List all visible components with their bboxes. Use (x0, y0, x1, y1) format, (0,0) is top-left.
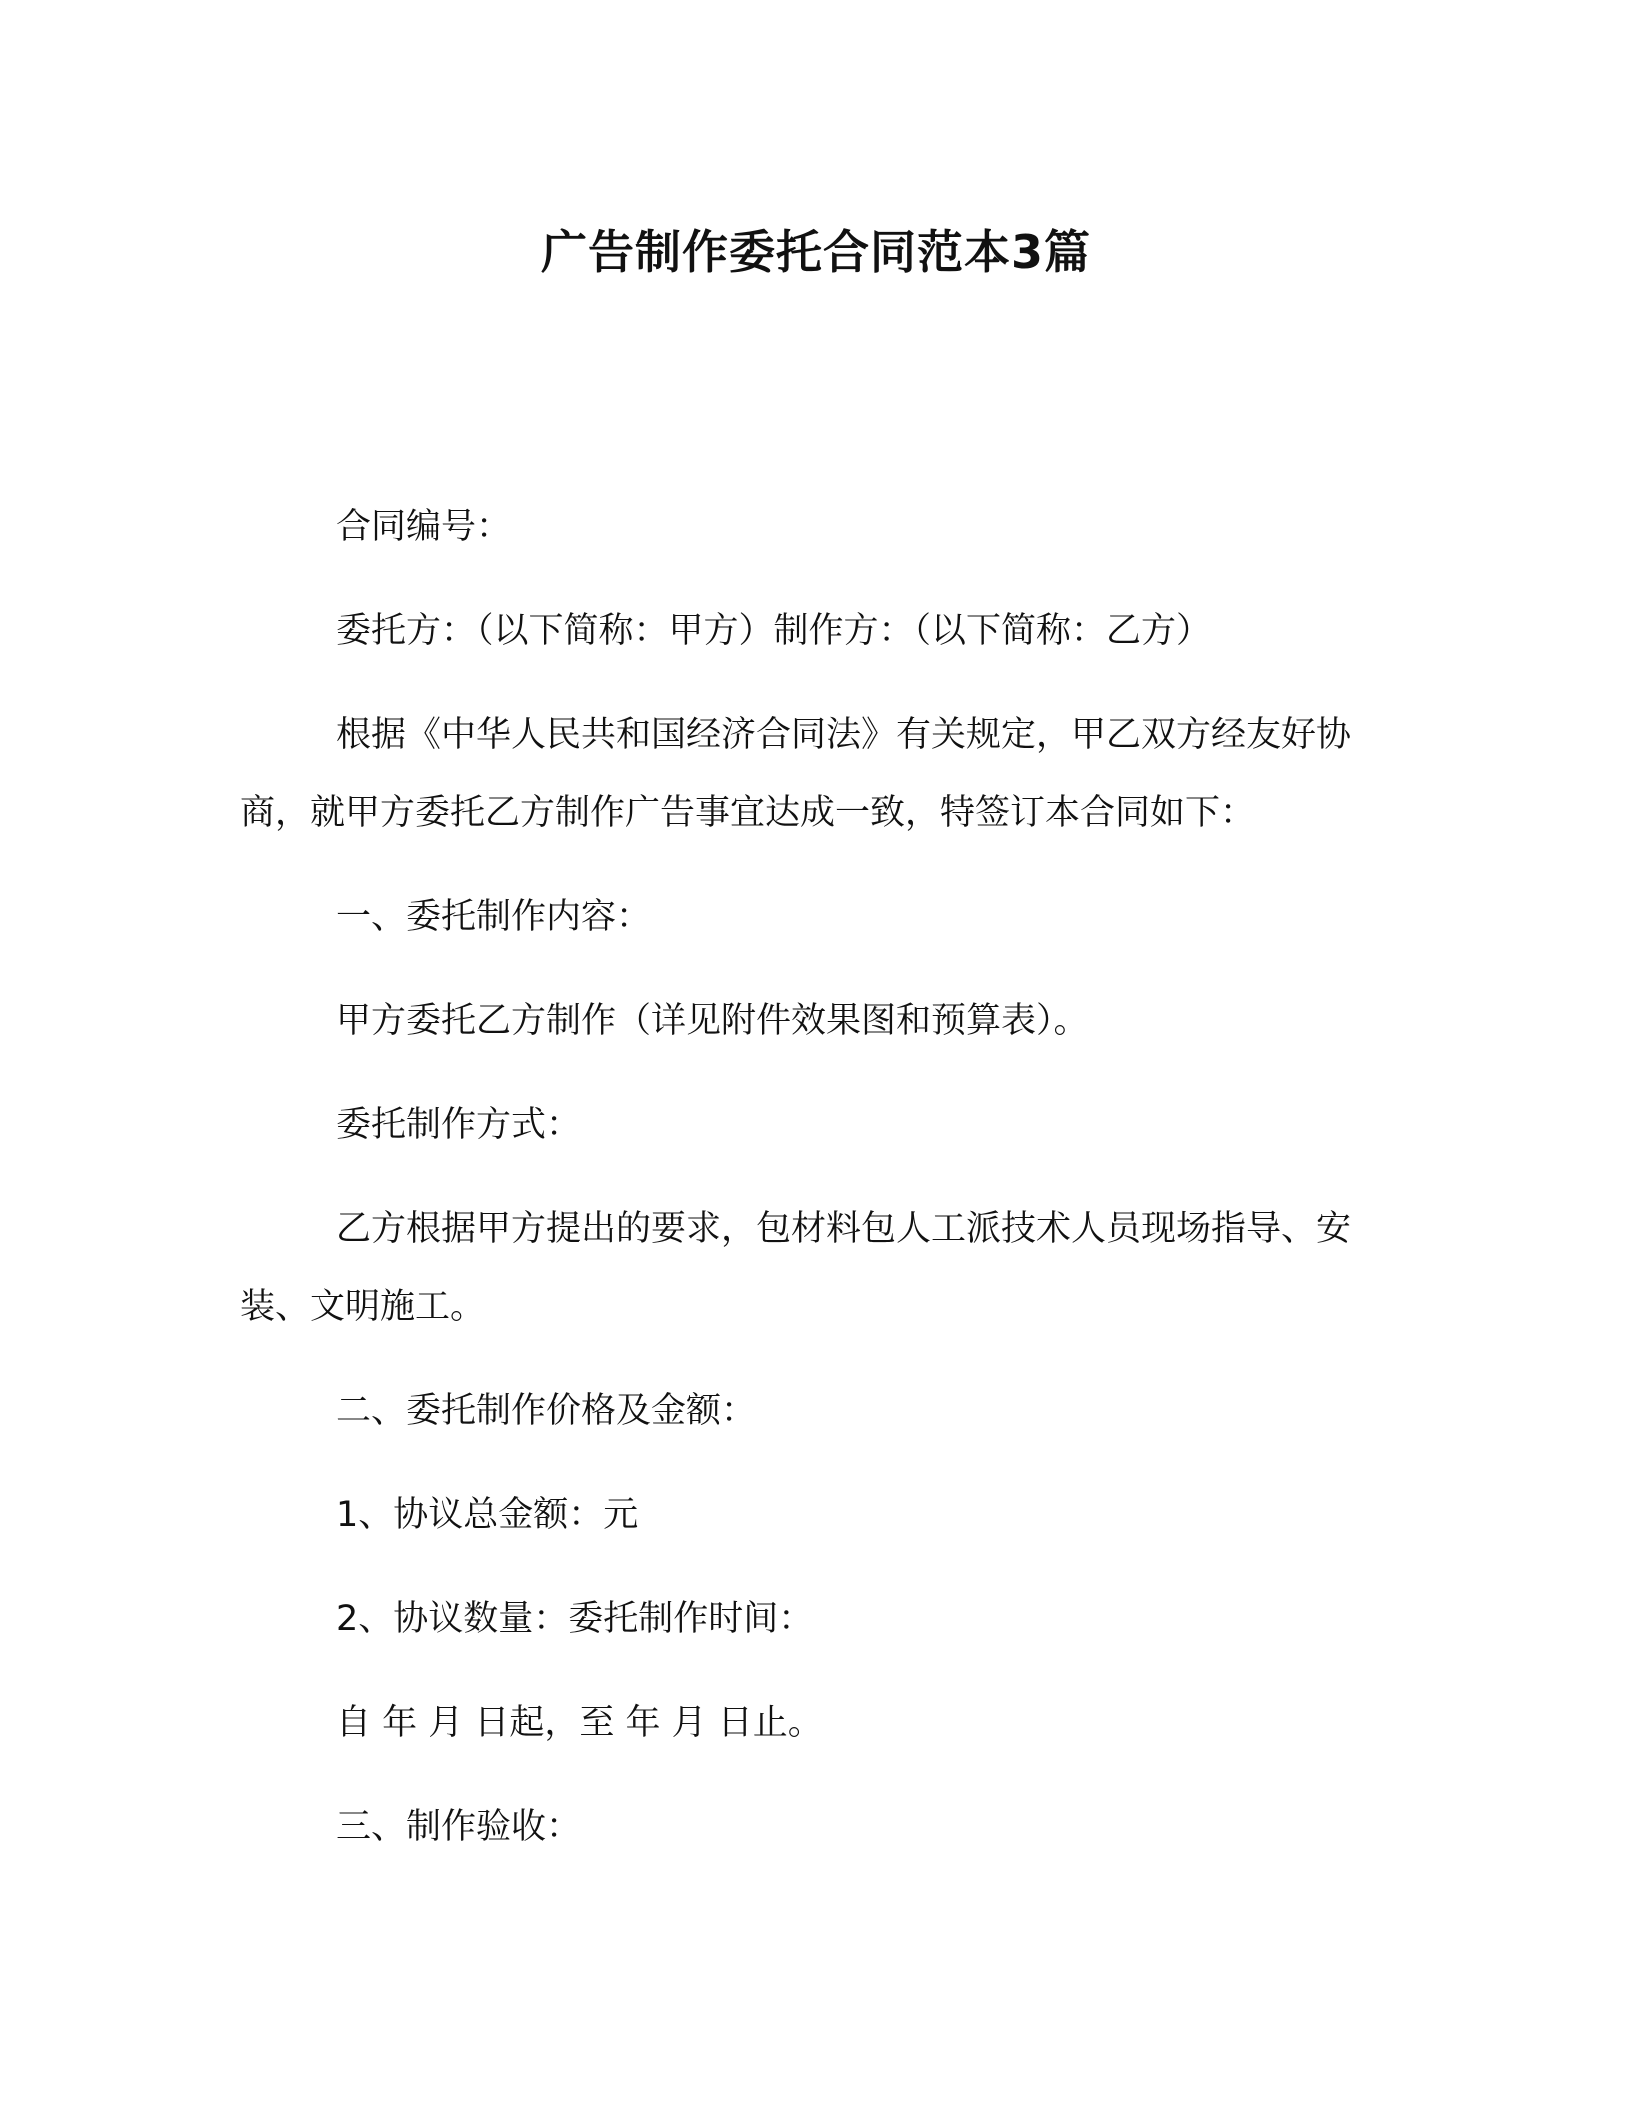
document-title: 广告制作委托合同范本3篇 (540, 225, 1091, 279)
parties-line: 委托方：（以下简称：甲方）制作方：（以下简称：乙方） (336, 611, 1212, 651)
method-heading: 委托制作方式： (336, 1105, 582, 1145)
method-paragraph: 乙方根据甲方提出的要求，包材料包人工派技术人员现场指导、安装、文明施工。 (240, 1209, 1352, 1327)
date-range-line: 自 年 月 日起，至 年 月 日止。 (336, 1703, 823, 1743)
contract-number-line: 合同编号： (336, 507, 512, 547)
quantity-time-line: 2、协议数量：委托制作时间： (336, 1599, 814, 1639)
preamble-paragraph: 根据《中华人民共和国经济合同法》有关规定，甲乙双方经友好协商，就甲方委托乙方制作广告事宜达成一致，特签订本合同如下： (240, 715, 1352, 833)
section-heading-2: 二、委托制作价格及金额： (336, 1391, 757, 1431)
total-amount-line: 1、协议总金额：元 (336, 1495, 639, 1535)
section-heading-1: 一、委托制作内容： (336, 897, 652, 937)
content-paragraph: 甲方委托乙方制作（详见附件效果图和预算表）。 (336, 1001, 1089, 1041)
section-heading-3: 三、制作验收： (336, 1807, 582, 1847)
